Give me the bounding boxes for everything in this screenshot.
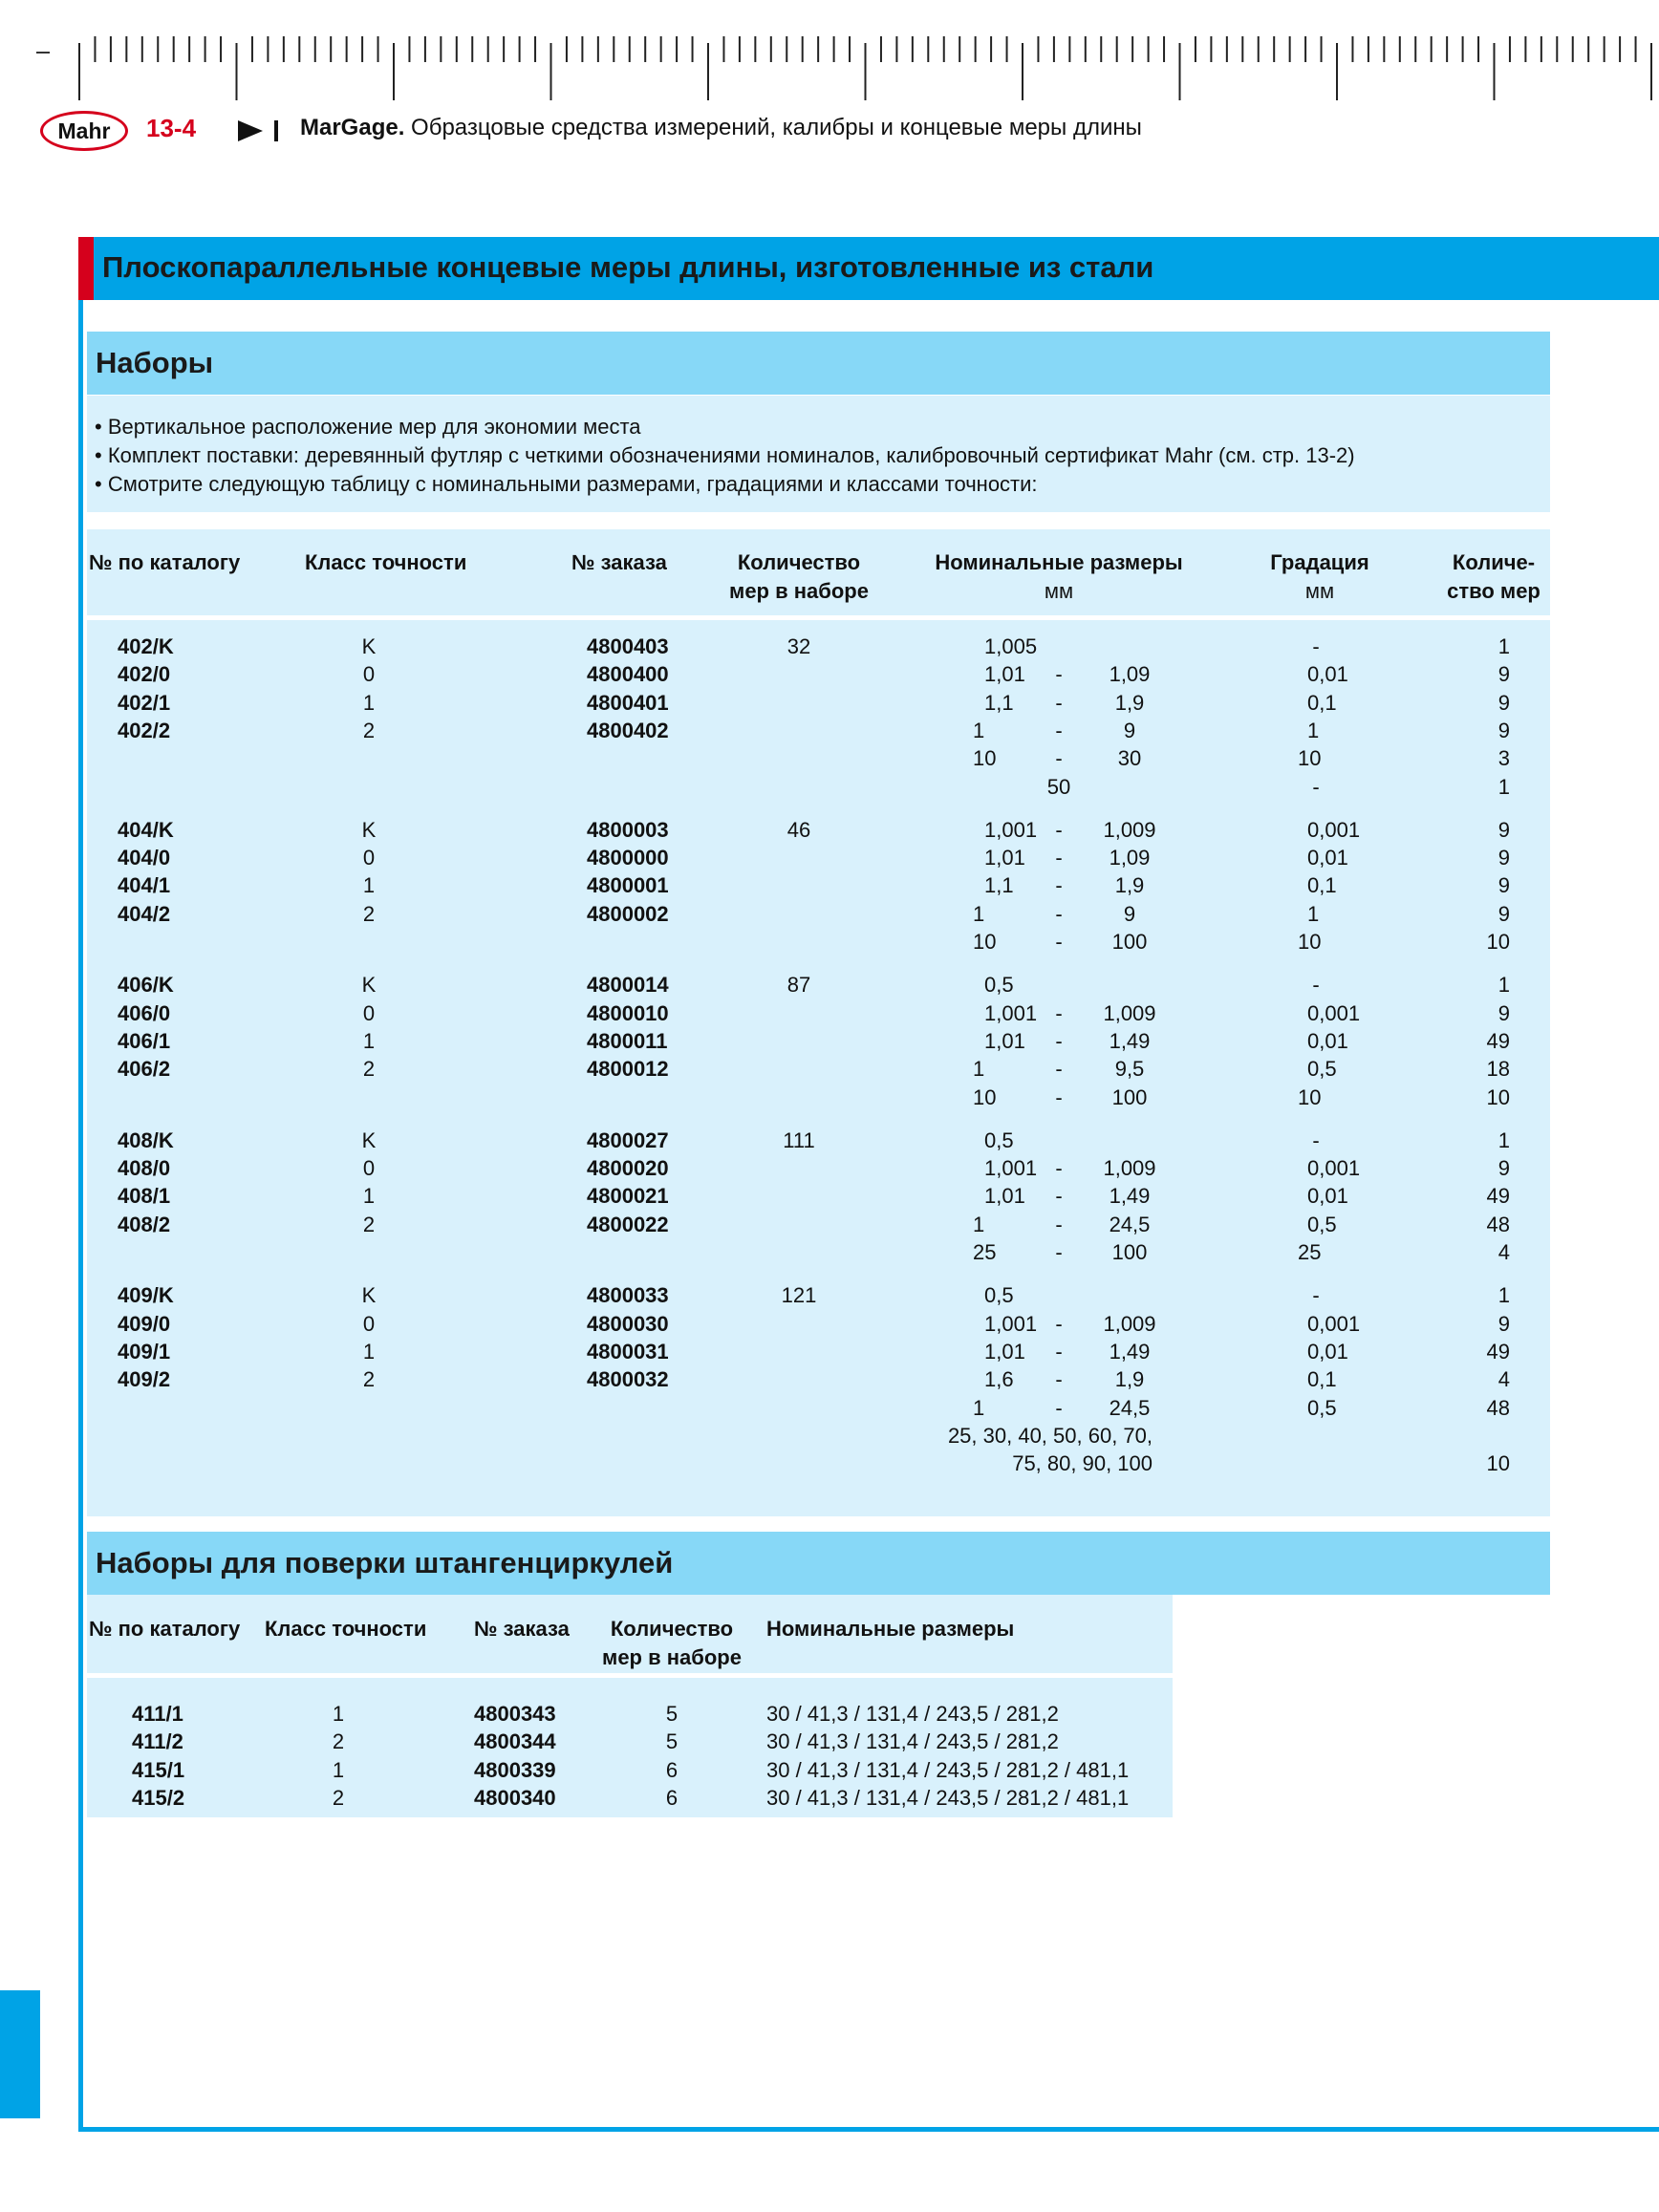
nominal-size: 50 — [1046, 774, 1071, 799]
catalog-number: 406/K — [118, 973, 174, 998]
gradation: 0,5 — [1307, 1212, 1337, 1236]
pieces-count: 48 — [1486, 1395, 1510, 1420]
pieces-count: 10 — [1486, 1085, 1510, 1109]
order-number: 4800400 — [587, 662, 669, 687]
caliper-col-header-qty-line1: Количество — [610, 1617, 734, 1641]
caliper-accuracy-class: 2 — [332, 1729, 345, 1754]
gradation: 0,01 — [1307, 1028, 1348, 1053]
accuracy-class: 0 — [362, 1000, 376, 1025]
gradation: - — [1312, 1127, 1320, 1152]
accuracy-class: 2 — [362, 718, 376, 742]
nominal-to: 100 — [1111, 930, 1148, 954]
pieces-count: 48 — [1486, 1212, 1510, 1236]
order-number: 4800010 — [587, 1000, 669, 1025]
range-dash: - — [1055, 746, 1063, 771]
caliper-order-number: 4800344 — [474, 1729, 556, 1754]
order-number: 4800027 — [587, 1127, 669, 1152]
nominal-to: 30 — [1117, 746, 1142, 771]
gradation: 0,01 — [1307, 1339, 1348, 1364]
col-header-order: № заказа — [571, 550, 667, 574]
pieces-count: 1 — [1497, 634, 1510, 658]
nominal-to: 1,09 — [1109, 846, 1151, 870]
nominal-to: 1,9 — [1114, 1367, 1145, 1392]
nominal-from: 1,005 — [984, 634, 1038, 658]
col-header-nominal-line1: Номинальные размеры — [935, 550, 1183, 574]
caliper-catalog-number: 411/1 — [132, 1702, 183, 1726]
order-number: 4800031 — [587, 1339, 669, 1364]
sets-heading — [87, 332, 1550, 395]
set-quantity: 121 — [781, 1283, 817, 1308]
range-dash: - — [1055, 718, 1063, 742]
catalog-number: 408/0 — [118, 1156, 171, 1181]
caliper-nominal-sizes: 30 / 41,3 / 131,4 / 243,5 / 281,2 — [766, 1729, 1059, 1754]
pieces-count: 9 — [1497, 718, 1510, 742]
nominal-to: 24,5 — [1109, 1212, 1151, 1236]
pieces-count: 1 — [1497, 774, 1510, 799]
col-header-qty-line1: Количество — [737, 550, 861, 574]
caliper-set-quantity: 6 — [665, 1757, 679, 1782]
nominal-from: 10 — [973, 930, 997, 954]
accuracy-class: 0 — [362, 1311, 376, 1336]
pieces-count: 9 — [1497, 1311, 1510, 1336]
pieces-count: 9 — [1497, 846, 1510, 870]
gradation: 1 — [1307, 901, 1320, 926]
gradation: - — [1312, 634, 1320, 658]
range-dash: - — [1055, 1028, 1063, 1053]
pieces-count: 10 — [1486, 1451, 1510, 1476]
range-dash: - — [1055, 1395, 1063, 1420]
order-number: 4800012 — [587, 1057, 669, 1082]
col-header-class: Класс точности — [305, 550, 467, 574]
caliper-sets-heading-text: Наборы для поверки штангенциркулей — [96, 1546, 674, 1579]
range-dash: - — [1055, 662, 1063, 687]
catalog-number: 402/1 — [118, 690, 171, 715]
caliper-accuracy-class: 2 — [332, 1785, 345, 1810]
pieces-count: 1 — [1497, 1127, 1510, 1152]
order-number: 4800021 — [587, 1184, 669, 1209]
range-dash: - — [1055, 1367, 1063, 1392]
nominal-from: 1,6 — [984, 1367, 1014, 1392]
range-dash: - — [1055, 817, 1063, 842]
accuracy-class: 2 — [362, 1212, 376, 1236]
caliper-col-header-order: № заказа — [474, 1617, 570, 1641]
side-tab-marker — [0, 1990, 40, 2118]
gradation: 10 — [1298, 746, 1322, 771]
nominal-to: 1,49 — [1109, 1339, 1151, 1364]
catalog-number: 402/2 — [118, 718, 171, 742]
caliper-order-number: 4800343 — [474, 1702, 556, 1726]
catalog-number: 409/1 — [118, 1339, 171, 1364]
caliper-nominal-sizes: 30 / 41,3 / 131,4 / 243,5 / 281,2 — [766, 1702, 1059, 1726]
catalog-number: 404/K — [118, 817, 174, 842]
gradation: - — [1312, 973, 1320, 998]
nominal-to: 24,5 — [1109, 1395, 1151, 1420]
set-quantity: 32 — [786, 634, 811, 658]
nominal-from: 0,5 — [984, 1127, 1014, 1152]
catalog-number: 402/K — [118, 634, 174, 658]
caliper-col-header-nominal: Номинальные размеры — [766, 1617, 1015, 1641]
pieces-count: 1 — [1497, 973, 1510, 998]
gradation: 0,1 — [1307, 690, 1337, 715]
order-number: 4800003 — [587, 817, 669, 842]
pieces-count: 9 — [1497, 1000, 1510, 1025]
order-number: 4800014 — [587, 973, 669, 998]
nominal-to: 9 — [1123, 718, 1136, 742]
gradation: 0,01 — [1307, 1184, 1348, 1209]
caliper-col-header-qty — [602, 1615, 742, 1672]
caliper-set-quantity: 5 — [665, 1702, 679, 1726]
order-number: 4800032 — [587, 1367, 669, 1392]
caliper-sets-heading — [87, 1532, 1550, 1595]
nominal-from: 1,1 — [984, 690, 1014, 715]
pieces-count: 49 — [1486, 1184, 1510, 1209]
nominal-from: 1,001 — [984, 1311, 1038, 1336]
order-number: 4800401 — [587, 690, 669, 715]
accuracy-class: 2 — [362, 901, 376, 926]
nominal-from: 1,001 — [984, 1156, 1038, 1181]
gradation: 0,001 — [1307, 1311, 1361, 1336]
col-header-step — [1270, 548, 1368, 606]
note-item: • Вертикальное расположение мер для экономии места — [95, 415, 641, 439]
col-header-qty-line2: мер в наборе — [729, 579, 869, 603]
divider-bar — [274, 120, 278, 141]
order-number: 4800000 — [587, 846, 669, 870]
accuracy-class: 1 — [362, 873, 376, 898]
set-quantity: 46 — [786, 817, 811, 842]
nominal-to: 1,009 — [1103, 1156, 1156, 1181]
corner-mark — [36, 52, 50, 54]
range-dash: - — [1055, 846, 1063, 870]
gradation: 10 — [1298, 930, 1322, 954]
gradation: 0,001 — [1307, 1156, 1361, 1181]
catalog-number: 402/0 — [118, 662, 171, 687]
accuracy-class: K — [361, 1283, 377, 1308]
gradation: 0,1 — [1307, 873, 1337, 898]
nominal-from: 1,01 — [984, 846, 1025, 870]
gradation: 0,5 — [1307, 1395, 1337, 1420]
gradation: 0,001 — [1307, 1000, 1361, 1025]
frame-bottom-border — [78, 2127, 1659, 2132]
gradation: - — [1312, 774, 1320, 799]
accuracy-class: K — [361, 1127, 377, 1152]
gradation: 0,5 — [1307, 1057, 1337, 1082]
caliper-col-header-qty-line2: мер в наборе — [602, 1645, 742, 1669]
nominal-to: 1,9 — [1114, 873, 1145, 898]
order-number: 4800020 — [587, 1156, 669, 1181]
caliper-catalog-number: 415/1 — [132, 1757, 185, 1782]
caliper-col-header-catalog: № по каталогу — [89, 1617, 241, 1641]
nominal-to: 9,5 — [1114, 1057, 1145, 1082]
gradation: 0,01 — [1307, 846, 1348, 870]
caliper-set-quantity: 5 — [665, 1729, 679, 1754]
caliper-catalog-number: 415/2 — [132, 1785, 185, 1810]
caliper-order-number: 4800340 — [474, 1785, 556, 1810]
pieces-count: 1 — [1497, 1283, 1510, 1308]
nominal-size-list: 75, 80, 90, 100 — [1012, 1451, 1153, 1476]
pieces-count: 9 — [1497, 873, 1510, 898]
nominal-to: 1,009 — [1103, 1000, 1156, 1025]
accuracy-class: 2 — [362, 1367, 376, 1392]
caliper-nominal-sizes: 30 / 41,3 / 131,4 / 243,5 / 281,2 / 481,1 — [766, 1785, 1130, 1810]
caliper-col-header-class: Класс точности — [265, 1617, 427, 1641]
gradation: 10 — [1298, 1085, 1322, 1109]
accuracy-class: 1 — [362, 1028, 376, 1053]
sets-notes — [87, 396, 1550, 512]
running-header — [300, 115, 1142, 141]
header-title: Образцовые средства измерений, калибры и концевые меры длины — [404, 115, 1142, 140]
accuracy-class: 0 — [362, 662, 376, 687]
pieces-count: 18 — [1486, 1057, 1510, 1082]
nominal-from: 1,01 — [984, 1184, 1025, 1209]
caliper-order-number: 4800339 — [474, 1757, 556, 1782]
nominal-to: 1,49 — [1109, 1184, 1151, 1209]
pieces-count: 9 — [1497, 662, 1510, 687]
nominal-from: 0,5 — [984, 1283, 1014, 1308]
pieces-count: 49 — [1486, 1339, 1510, 1364]
pieces-count: 9 — [1497, 690, 1510, 715]
gradation: - — [1312, 1283, 1320, 1308]
range-dash: - — [1055, 1000, 1063, 1025]
nominal-to: 100 — [1111, 1240, 1148, 1264]
nominal-from: 1 — [973, 1057, 985, 1082]
col-header-nominal — [935, 548, 1182, 606]
page-number: 13-4 — [146, 114, 197, 142]
order-number: 4800402 — [587, 718, 669, 742]
order-number: 4800001 — [587, 873, 669, 898]
nominal-to: 1,009 — [1103, 817, 1156, 842]
catalog-number: 409/2 — [118, 1367, 171, 1392]
order-number: 4800030 — [587, 1311, 669, 1336]
section-title: Плоскопараллельные концевые меры длины, изготовленные из стали — [102, 250, 1154, 284]
nominal-from: 1,01 — [984, 1028, 1025, 1053]
pieces-count: 10 — [1486, 930, 1510, 954]
mahr-logo — [40, 111, 128, 151]
gradation: 0,1 — [1307, 1367, 1337, 1392]
nominal-to: 100 — [1111, 1085, 1148, 1109]
catalog-number: 404/1 — [118, 873, 171, 898]
gradation: 0,001 — [1307, 817, 1361, 842]
pieces-count: 4 — [1497, 1367, 1510, 1392]
pieces-count: 3 — [1497, 746, 1510, 771]
page-ruler — [0, 0, 1659, 105]
catalog-number: 404/2 — [118, 901, 171, 926]
col-header-nominal-unit: мм — [1044, 579, 1074, 603]
set-quantity: 111 — [783, 1127, 815, 1152]
range-dash: - — [1055, 930, 1063, 954]
pieces-count: 49 — [1486, 1028, 1510, 1053]
gradation: 25 — [1298, 1240, 1322, 1264]
range-dash: - — [1055, 1240, 1063, 1264]
nominal-from: 1 — [973, 718, 985, 742]
nominal-size-list: 25, 30, 40, 50, 60, 70, — [947, 1423, 1153, 1448]
range-dash: - — [1055, 1057, 1063, 1082]
accuracy-class: 0 — [362, 846, 376, 870]
catalog-number: 408/2 — [118, 1212, 171, 1236]
nominal-from: 1 — [973, 1212, 985, 1236]
section-accent — [78, 237, 94, 300]
range-dash: - — [1055, 901, 1063, 926]
gradation: 0,01 — [1307, 662, 1348, 687]
pieces-count: 9 — [1497, 1156, 1510, 1181]
range-dash: - — [1055, 1184, 1063, 1209]
range-dash: - — [1055, 1311, 1063, 1336]
caliper-accuracy-class: 1 — [332, 1757, 345, 1782]
col-header-step-line1: Градация — [1270, 550, 1369, 574]
col-header-step-unit: мм — [1304, 579, 1335, 603]
catalog-number: 406/0 — [118, 1000, 171, 1025]
accuracy-class: 1 — [362, 1339, 376, 1364]
nominal-from: 1,001 — [984, 817, 1038, 842]
arrow-right-icon — [238, 120, 263, 141]
nominal-from: 1 — [973, 901, 985, 926]
sets-heading-text: Наборы — [96, 346, 214, 379]
range-dash: - — [1055, 690, 1063, 715]
nominal-to: 1,49 — [1109, 1028, 1151, 1053]
catalog-number: 406/1 — [118, 1028, 171, 1053]
pieces-count: 4 — [1497, 1240, 1510, 1264]
frame-left-border — [78, 237, 83, 2132]
caliper-nominal-sizes: 30 / 41,3 / 131,4 / 243,5 / 281,2 / 481,1 — [766, 1757, 1130, 1782]
range-dash: - — [1055, 1085, 1063, 1109]
nominal-from: 1,01 — [984, 1339, 1025, 1364]
range-dash: - — [1055, 873, 1063, 898]
set-quantity: 87 — [786, 973, 811, 998]
nominal-from: 25 — [973, 1240, 997, 1264]
catalog-number: 409/0 — [118, 1311, 171, 1336]
pieces-count: 9 — [1497, 901, 1510, 926]
nominal-from: 1,01 — [984, 662, 1025, 687]
catalog-number: 409/K — [118, 1283, 174, 1308]
order-number: 4800403 — [587, 634, 669, 658]
accuracy-class: 2 — [362, 1057, 376, 1082]
catalog-number: 404/0 — [118, 846, 171, 870]
accuracy-class: K — [361, 973, 377, 998]
nominal-to: 1,9 — [1114, 690, 1145, 715]
range-dash: - — [1055, 1339, 1063, 1364]
caliper-set-quantity: 6 — [665, 1785, 679, 1810]
col-header-count-line1: Количе- — [1452, 550, 1536, 574]
brand-name: MarGage. — [300, 115, 405, 140]
logo-text: Mahr — [57, 118, 111, 143]
accuracy-class: K — [361, 817, 377, 842]
accuracy-class: K — [361, 634, 377, 658]
note-item: • Смотрите следующую таблицу с номинальными размерами, градациями и классами точности: — [95, 472, 1038, 496]
col-header-qty — [729, 548, 869, 606]
nominal-from: 10 — [973, 1085, 997, 1109]
nominal-from: 1,1 — [984, 873, 1014, 898]
nominal-to: 1,09 — [1109, 662, 1151, 687]
nominal-from: 1,001 — [984, 1000, 1038, 1025]
catalog-number: 406/2 — [118, 1057, 171, 1082]
gradation: 1 — [1307, 718, 1320, 742]
caliper-catalog-number: 411/2 — [132, 1729, 183, 1754]
note-item: • Комплект поставки: деревянный футляр с четкими обозначениями номиналов, калибровочный сертификат Mahr (см. стр. 13-2) — [95, 443, 1355, 467]
nominal-from: 0,5 — [984, 973, 1014, 998]
col-header-catalog: № по каталогу — [89, 550, 241, 574]
order-number: 4800011 — [587, 1028, 668, 1053]
accuracy-class: 1 — [362, 690, 376, 715]
col-header-count — [1447, 548, 1540, 606]
caliper-accuracy-class: 1 — [332, 1702, 345, 1726]
catalog-number: 408/K — [118, 1127, 174, 1152]
nominal-to: 9 — [1123, 901, 1136, 926]
order-number: 4800002 — [587, 901, 669, 926]
accuracy-class: 1 — [362, 1184, 376, 1209]
range-dash: - — [1055, 1156, 1063, 1181]
col-header-count-line2: ство мер — [1447, 579, 1540, 603]
nominal-from: 10 — [973, 746, 997, 771]
order-number: 4800033 — [587, 1283, 669, 1308]
catalog-number: 408/1 — [118, 1184, 171, 1209]
nominal-from: 1 — [973, 1395, 985, 1420]
order-number: 4800022 — [587, 1212, 669, 1236]
pieces-count: 9 — [1497, 817, 1510, 842]
range-dash: - — [1055, 1212, 1063, 1236]
nominal-to: 1,009 — [1103, 1311, 1156, 1336]
accuracy-class: 0 — [362, 1156, 376, 1181]
